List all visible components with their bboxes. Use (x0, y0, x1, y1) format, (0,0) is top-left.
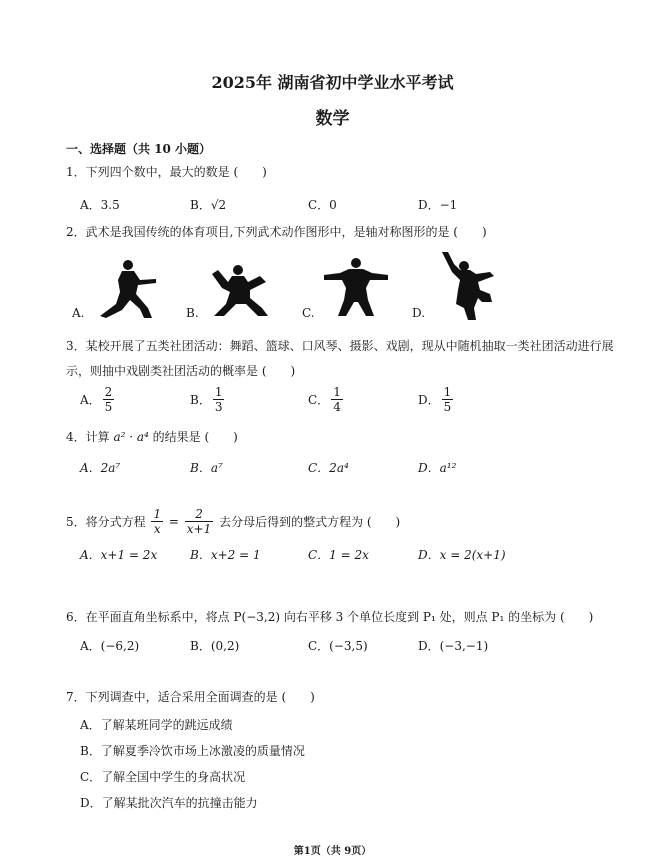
numerator: 1 (153, 507, 162, 521)
question-3-stem-line1: 3．某校开展了五类社团活动：舞蹈、篮球、口风琴、摄影、戏剧，现从中随机抽取一类社团活动进行展 (66, 339, 614, 353)
question-3-option-d[interactable] (418, 386, 455, 413)
option-label: D． (418, 393, 440, 407)
question-5-option-b[interactable]: B．x+2 = 1 (190, 548, 261, 562)
question-1-option-b[interactable] (190, 196, 226, 213)
question-3-option-c[interactable] (308, 386, 345, 413)
question-7-option-a[interactable]: A．了解某班同学的跳远成绩 (80, 718, 233, 732)
fraction (442, 386, 454, 413)
option-b-math: √2 (210, 198, 227, 212)
page-number: 第1页（共 9页） (293, 846, 372, 857)
question-4-option-a[interactable]: A．2a⁷ (80, 461, 121, 475)
question-6-option-a[interactable]: A．(−6,2) (80, 639, 140, 653)
numerator: 1 (214, 385, 223, 399)
question-3-option-b[interactable] (190, 386, 226, 413)
equals-sign: = (165, 514, 183, 529)
question-1-option-c[interactable]: C．0 (308, 198, 337, 212)
question-5-option-c[interactable]: C．1 = 2x (308, 548, 369, 562)
fraction-1 (151, 508, 163, 535)
numerator: 1 (333, 385, 341, 399)
subject-title: 数学 (315, 109, 350, 129)
question-6-option-d[interactable]: D．(−3,−1) (418, 639, 489, 653)
fraction (103, 386, 115, 413)
martial-arts-figure-c-icon (322, 256, 390, 318)
numerator: 2 (104, 385, 113, 399)
question-6-stem: 6．在平面直角坐标系中，将点 P(−3,2) 向右平移 3 个单位长度到 P₁ 处，则点 P₁ 的坐标为 ( ) (66, 610, 594, 624)
exam-title: 2025年 湖南省初中学业水平考试 (211, 73, 454, 92)
stem-prefix: 5．将分式方程 (66, 515, 150, 529)
fraction (213, 386, 225, 413)
question-7-option-c[interactable]: C．了解全国中学生的身高状况 (80, 770, 246, 784)
martial-arts-figure-b-icon (208, 262, 272, 318)
question-5-stem (66, 508, 400, 535)
question-2-option-a[interactable]: A. (72, 306, 85, 320)
stem-prefix: 4．计算 (66, 430, 114, 444)
question-5-option-a[interactable]: A．x+1 = 2x (80, 548, 158, 562)
denominator: 5 (104, 400, 113, 414)
question-7-option-b[interactable]: B．了解夏季冷饮市场上冰激凌的质量情况 (80, 744, 305, 758)
martial-arts-figure-d-icon (440, 250, 498, 322)
stem-suffix: 去分母后得到的整式方程为 ( ) (215, 515, 401, 529)
section-label: 一、选择题（共 10 小题） (66, 142, 212, 156)
question-7-stem: 7．下列调查中，适合采用全面调查的是 ( ) (66, 690, 315, 704)
option-label: B． (190, 393, 211, 407)
question-4-option-b[interactable]: B．a⁷ (190, 461, 223, 475)
numerator: 1 (443, 385, 452, 399)
numerator: 2 (185, 508, 213, 522)
denominator: 3 (214, 400, 223, 414)
question-5-option-d[interactable]: D．x = 2(x+1) (418, 548, 506, 562)
denominator: 4 (333, 400, 341, 414)
question-6-option-b[interactable]: B．(0,2) (190, 639, 240, 653)
question-1-stem: 1．下列四个数中，最大的数是 ( ) (66, 165, 267, 179)
question-4-stem (66, 428, 238, 445)
denominator: x+1 (186, 522, 212, 536)
question-3-option-a[interactable] (80, 386, 116, 413)
question-1-option-a[interactable]: A．3.5 (80, 198, 120, 212)
question-3-stem-line2: 示，则抽中戏剧类社团活动的概率是 ( ) (66, 364, 296, 378)
question-4-option-c[interactable]: C．2a⁴ (308, 461, 349, 475)
option-label: A． (80, 393, 101, 407)
question-1-option-d[interactable]: D．−1 (418, 198, 458, 212)
stem-suffix: 的结果是 ( ) (148, 430, 238, 444)
question-2-option-d[interactable]: D. (412, 306, 426, 320)
fraction-2 (185, 508, 213, 535)
denominator: x (153, 522, 161, 536)
question-7-option-d[interactable]: D．了解某批次汽车的抗撞击能力 (80, 796, 258, 810)
option-label: C． (308, 393, 330, 407)
martial-arts-figure-a-icon (96, 258, 160, 320)
denominator: 5 (443, 400, 452, 414)
stem-math: a² · a⁴ (113, 430, 149, 444)
question-2-option-b[interactable]: B. (186, 306, 199, 320)
question-6-option-c[interactable]: C．(−3,5) (308, 639, 368, 653)
question-2-option-c[interactable]: C. (302, 306, 315, 320)
option-b-prefix: B． (190, 198, 211, 212)
question-2-stem: 2．武术是我国传统的体育项目,下列武术动作图形中，是轴对称图形的是 ( ) (66, 225, 487, 239)
fraction (331, 386, 343, 413)
question-4-option-d[interactable]: D．a¹² (418, 461, 457, 475)
